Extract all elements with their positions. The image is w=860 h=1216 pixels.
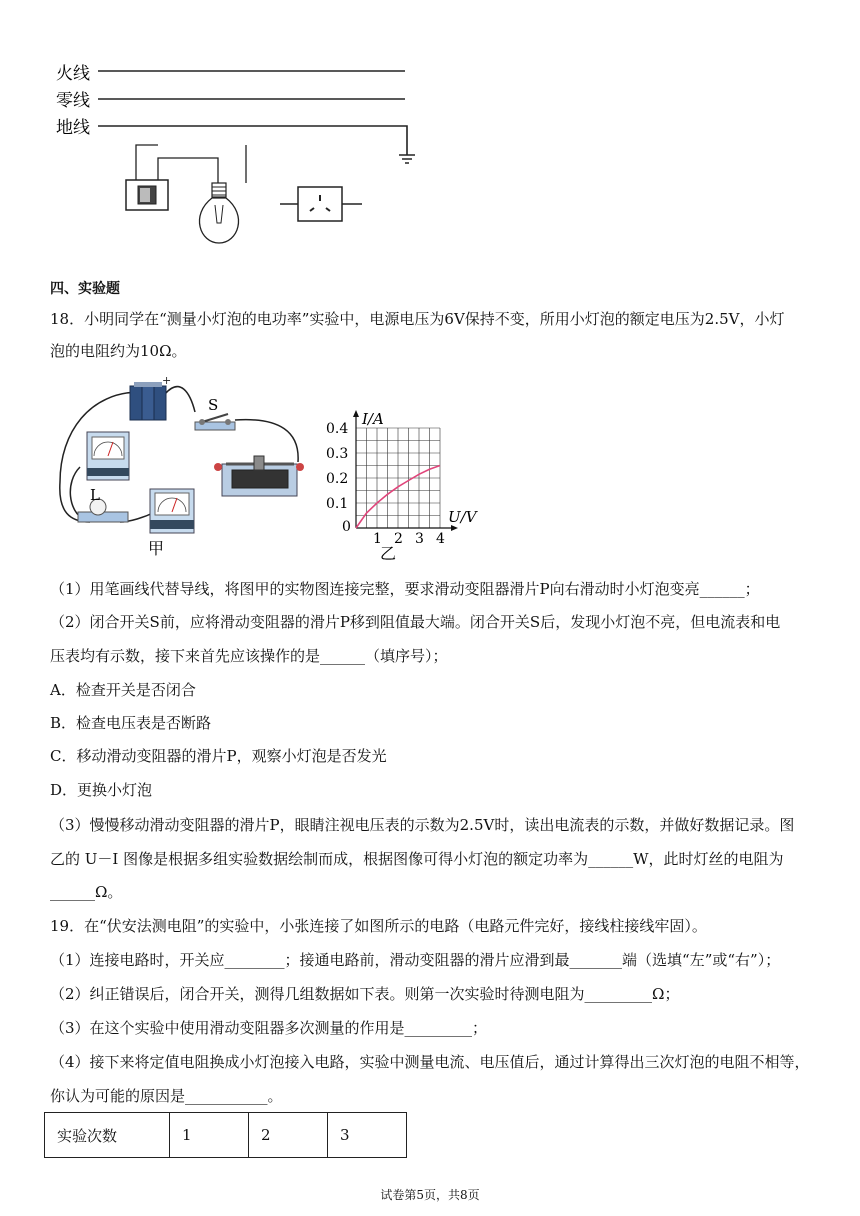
q18-stem-line1: 18．小明同学在“测量小灯泡的电功率”实验中，电源电压为6V保持不变，所用小灯泡的额定电压为2.5V，小灯: [50, 310, 785, 328]
q18-stem-line2: 泡的电阻约为10Ω。: [50, 342, 187, 360]
q18-sub3-line2: 乙的 U－I 图像是根据多组实验数据绘制而成，根据图像可得小灯泡的额定功率为______W，此时灯丝的电阻为: [50, 850, 784, 868]
data-table: [44, 1112, 407, 1158]
voltmeter-icon: [87, 432, 129, 480]
q18-sub2-line1: （2）闭合开关S前，应将滑动变阻器的滑片P移到阻值最大端。闭合开关S后，发现小灯泡不亮，但电流表和电: [50, 613, 781, 631]
y-tick-label: 0.2: [326, 471, 349, 487]
table-cell: 2: [249, 1113, 328, 1158]
q18-sub2-line2: 压表均有示数，接下来首先应该操作的是______（填序号）；: [50, 647, 448, 665]
figure-b-label: 乙: [380, 544, 397, 562]
option-d: D．更换小灯泡: [50, 781, 153, 799]
neutral-wire-label: 零线: [56, 91, 90, 111]
option-c: C．移动滑动变阻器的滑片P，观察小灯泡是否发光: [50, 747, 387, 765]
q18-sub3-line1: （3）慢慢移动滑动变阻器的滑片P，眼睛注视电压表的示数为2.5V时，读出电流表的示数，并做好数据记录。图: [50, 816, 795, 834]
x-tick-label: 1: [373, 531, 382, 547]
x-tick-label: 3: [415, 531, 424, 547]
section-title: 四、实验题: [50, 281, 120, 297]
ground-wire: [98, 126, 407, 155]
q19-stem: 19．在“伏安法测电阻”的实验中，小张连接了如图所示的电路（电路元件完好，接线柱接线牢固）。: [50, 917, 707, 935]
y-tick-label: 0.3: [326, 446, 349, 462]
slide-rheostat-icon: [214, 456, 304, 496]
page-footer: 试卷第5页，共8页: [380, 1188, 480, 1202]
power-socket-icon: [280, 187, 362, 221]
wire-switch-to-rheostat: [235, 420, 298, 462]
lamp-l-icon: [78, 499, 128, 522]
battery-pack-icon: [130, 374, 171, 420]
u-i-chart: [320, 402, 490, 562]
q19-sub1: （1）连接电路时，开关应________；接通电路前，滑动变阻器的滑片应滑到最_______端（选填“左”或“右”）；: [50, 951, 781, 969]
switch-s-icon: [195, 414, 235, 430]
x-tick-label: 2: [394, 531, 403, 547]
y-tick-label: 0.1: [326, 496, 349, 512]
light-bulb-icon: [199, 183, 238, 243]
q19-sub4-line1: （4）接下来将定值电阻换成小灯泡接入电路，实验中测量电流、电压值后，通过计算得出三次灯泡的电阻不相等，: [50, 1053, 810, 1071]
y-tick-label: 0.4: [326, 421, 349, 437]
y-axis-arrow-icon: [353, 410, 359, 417]
table-cell: 3: [328, 1113, 407, 1158]
table-cell: 1: [170, 1113, 249, 1158]
q18-sub3-line3: ______Ω。: [50, 883, 123, 901]
svg-text:+: +: [162, 374, 172, 387]
ground-wire-label: 地线: [56, 118, 90, 138]
option-a: A．检查开关是否闭合: [50, 681, 196, 699]
table-row: [45, 1113, 407, 1158]
x-axis-label: U/V: [448, 508, 477, 526]
chart-grid: [356, 428, 440, 528]
wire-battery-to-switch: [165, 387, 195, 412]
q19-sub2: （2）纠正错误后，闭合开关，测得几组数据如下表。则第一次实验时待测电阻为_________Ω；: [50, 985, 680, 1003]
q19-sub4-line2: 你认为可能的原因是___________。: [50, 1087, 283, 1105]
q19-sub3: （3）在这个实验中使用滑动变阻器多次测量的作用是_________；: [50, 1019, 488, 1037]
origin-label: 0: [342, 519, 351, 535]
table-header-cell: 实验次数: [45, 1113, 170, 1158]
switch-label: S: [208, 396, 219, 414]
x-tick-label: 4: [436, 531, 445, 547]
circuit-apparatus-figure-a: [50, 372, 320, 562]
figure-a-label: 甲: [148, 539, 165, 558]
ground-symbol-icon: [399, 155, 415, 163]
option-b: B．检查电压表是否断路: [50, 714, 212, 732]
y-axis-label: I/A: [362, 410, 384, 428]
lamp-label: L: [90, 486, 100, 504]
wall-switch-icon: [126, 145, 168, 210]
live-wire-label: 火线: [56, 64, 90, 84]
ammeter-icon: [150, 489, 194, 533]
household-wiring-figure: [40, 55, 440, 250]
q18-sub1: （1）用笔画线代替导线，将图甲的实物图连接完整，要求滑动变阻器滑片P向右滑动时小灯泡变亮______；: [50, 580, 760, 598]
